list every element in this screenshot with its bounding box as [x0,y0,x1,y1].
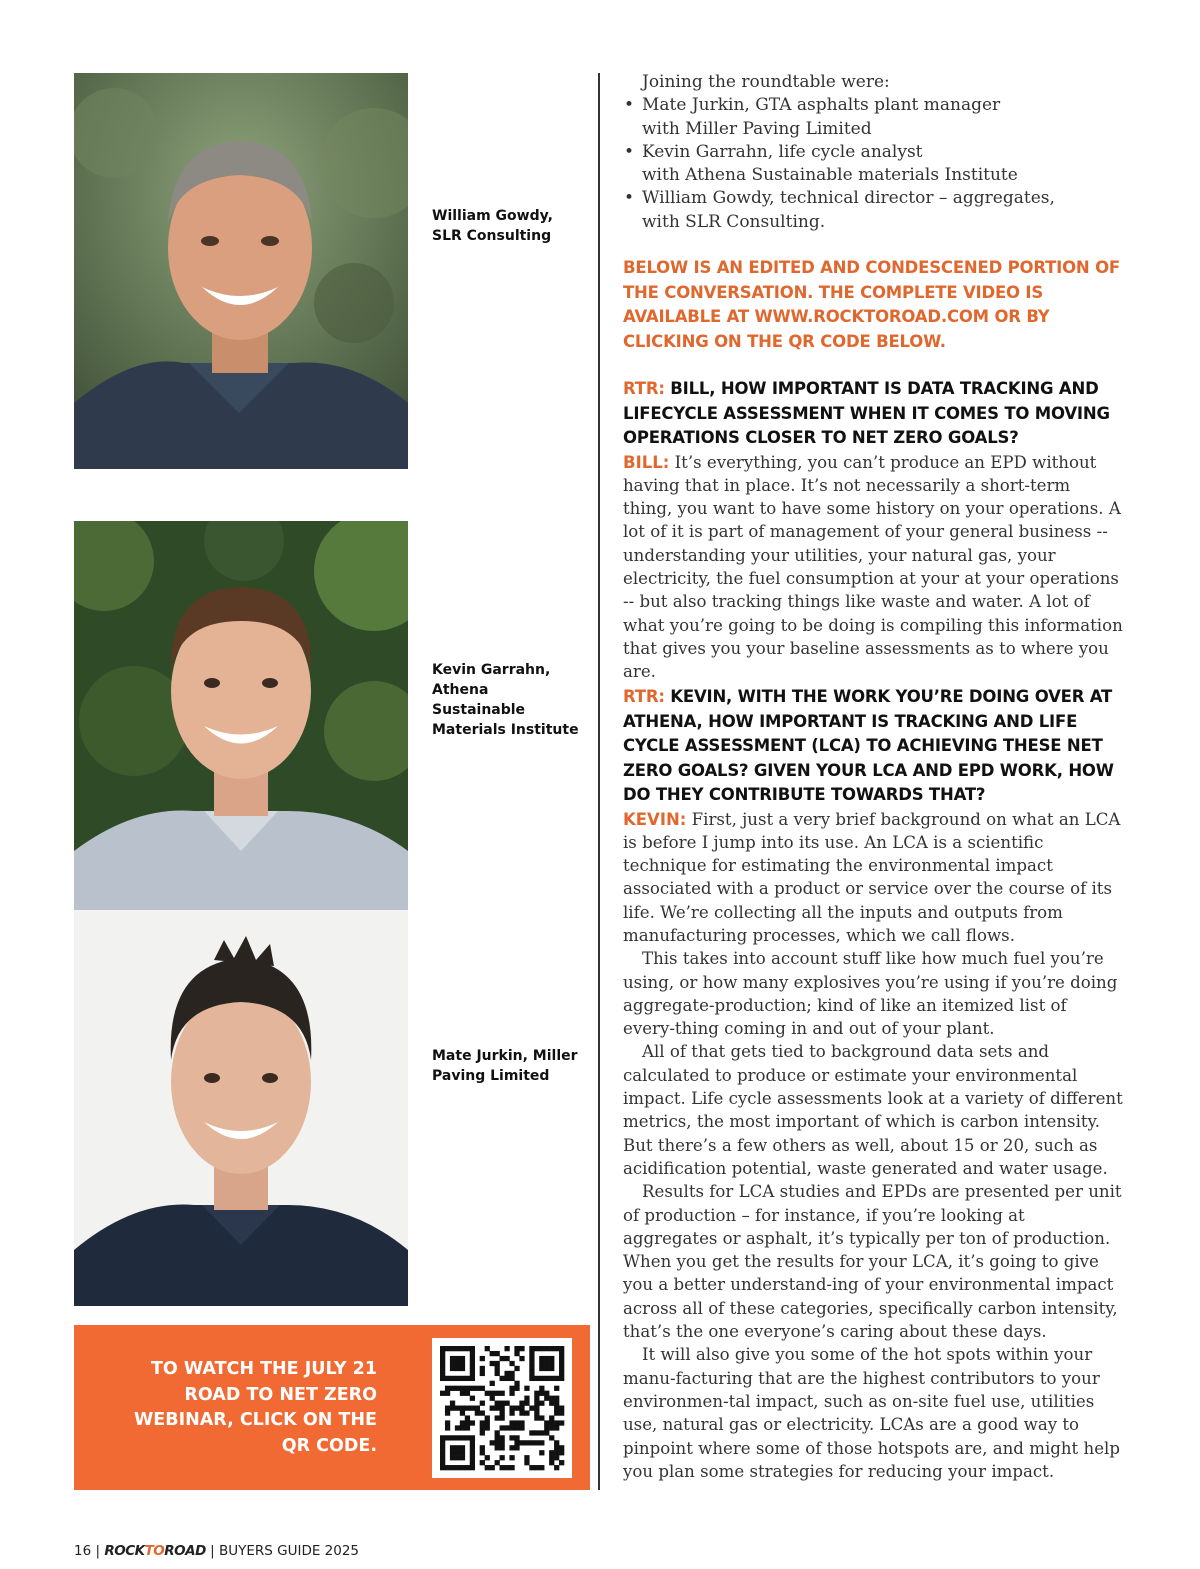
issue-name: BUYERS GUIDE 2025 [218,1543,360,1559]
roundtable-intro [623,71,1123,234]
photo-william-gowdy [74,73,408,469]
edited-portion-note: BELOW IS AN EDITED AND CONDESCENED PORTION OF THE CONVERSATION. THE COMPLETE VIDEO IS AVAILABLE AT WWW.ROCKTOROAD.COM OR BY CLICKING ON THE QR CODE BELOW. [623,258,1120,351]
page-number: 16 [74,1543,92,1559]
qa-block-kevin [623,685,1123,1483]
participant-line: with SLR Consulting. [642,211,826,232]
photo-caption: William Gowdy, SLR Consulting [432,208,553,244]
answer-paragraph: It will also give you some of the hot spots within your manu-facturing that are the highest contributors to your environmen-tal impact, such as on-site fuel use, utilities use, natural gas or electricity. LCAs are a good way to pinpoint where some of those hotspots are, and might help you plan some strategies for reducing your impact. [623,1345,1120,1481]
answer [623,451,1123,684]
question-text: BILL, HOW IMPORTANT IS DATA TRACKING AND LIFECYCLE ASSESSMENT WHEN IT COMES TO MOVING OPERATIONS CLOSER TO NET ZERO GOALS? [623,379,1110,447]
answer-paragraph: First, just a very brief background on what an LCA is before I jump into its use. An LCA is a scientific technique for estimating the environmental impact associated with a product or service over the course of its life. We’re collecting all the inputs and outputs from manufacturing processes, which we call flows. [623,809,1121,945]
participant-line: Mate Jurkin, GTA asphalts plant manager [642,95,1001,116]
participant-list [623,94,1123,234]
speaker-label: KEVIN: [623,809,687,829]
answer [623,808,1123,1484]
participant-line: with Miller Paving Limited [642,118,872,139]
question-text: KEVIN, WITH THE WORK YOU’RE DOING OVER AT ATHENA, HOW IMPORTANT IS TRACKING AND LIFE CYCLE ASSESSMENT (LCA) TO ACHIEVING THESE NET ZERO GOALS? GIVEN YOUR LCA AND EPD WORK, HOW DO THEY CONTRIBUTE TOWARDS THAT? [623,687,1114,804]
question-tag: RTR: [623,379,665,398]
answer-paragraph: This takes into account stuff like how much fuel you’re using, or how many explosives you’re using if you’re doing aggregate-production; kind of like an itemized list of every-thing coming in and out of your plant. [623,949,1118,1039]
question [623,685,1123,808]
answer-paragraph: All of that gets tied to background data sets and calculated to produce or estimate your environmental impact. Life cycle assessments look at a variety of different metrics, the most important of which is carbon intensity. But there’s a few others as well, about 15 or 20, such as acidification potential, waste generated and water usage. [623,1042,1123,1178]
list-item [623,94,1123,141]
question [623,377,1123,451]
qa-block-bill [623,377,1123,683]
question-tag: RTR: [623,687,665,706]
participant-line: with Athena Sustainable materials Institute [642,165,1018,186]
intro-lead: Joining the roundtable were: [642,72,890,92]
photo-kevin-garrahn [74,521,408,910]
photo-caption: Kevin Garrahn, Athena Sustainable Materials Institute [432,662,579,738]
webinar-promo-box [74,1325,590,1490]
photo-caption: Mate Jurkin, Miller Paving Limited [432,1048,578,1084]
page-footer [74,1543,359,1559]
column-divider [598,73,600,1490]
list-item [623,141,1123,188]
answer-paragraph: It’s everything, you can’t produce an EPD without having that in place. It’s not necessarily a short-term thing, you want to have some history on your operations. A lot of it is part of management of your general business -- understanding your utilities, your natural gas, your electricity, the fuel consumption at your at your operations -- but also tracking things like waste and water. A lot of what you’re going to be doing is compiling this information that gives you your baseline assessments as to where you are. [623,452,1123,682]
speaker-label: BILL: [623,452,670,472]
participant-line: William Gowdy, technical director – aggregates, [642,188,1055,209]
magazine-logo: ROCKTOROAD [104,1543,206,1559]
footer-separator: | [210,1543,215,1559]
participant-line: Kevin Garrahn, life cycle analyst [642,141,923,162]
answer-paragraph: Results for LCA studies and EPDs are presented per unit of production – for instance, if you’re looking at aggregates or asphalt, it’s typically per ton of production. When you get the results for your LCA, it’s going to give you a better understand-ing of your environmental impact across all of these categories, specifically carbon intensity, that’s the one everyone’s caring about these days. [623,1182,1122,1342]
photo-mate-jurkin [74,910,408,1306]
promo-text: TO WATCH THE JULY 21 ROAD TO NET ZERO WEBINAR, CLICK ON THE QR CODE. [134,1359,377,1456]
footer-separator: | [95,1543,101,1559]
qr-code-icon[interactable] [432,1338,572,1478]
list-item [623,187,1123,234]
